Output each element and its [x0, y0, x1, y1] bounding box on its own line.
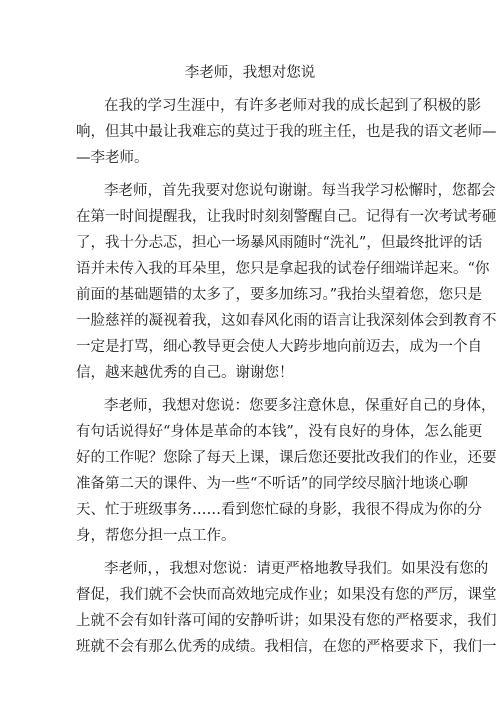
- text-line: 督促，我们就不会快而高效地完成作业；如果没有您的严厉，课堂: [76, 587, 497, 603]
- text-line: 语并未传入我的耳朵里，您只是拿起我的试卷仔细端详起来。“你: [76, 261, 490, 277]
- text-line: 天、忙于班级事务……看到您忙碌的身影，我很不得成为你的分: [76, 502, 482, 518]
- paragraph: [76, 93, 497, 171]
- text-line: 一定是打骂，细心教导更会使人大跨步地向前迈去，成为一个自: [76, 339, 482, 355]
- text-line: 在第一时间提醒我，让我时时刻刻警醒自己。记得有一次考试考砸: [76, 209, 497, 225]
- text-line: 李老师，我想对您说：您要多注意休息，保重好自己的身体，: [104, 398, 496, 414]
- text-line: 有句话说得好“身体是革命的本钱”，没有良好的身体，怎么能更: [76, 424, 483, 440]
- text-line: 班就不会有那么优秀的成绩。我相信，在您的严格要求下，我们一: [76, 639, 497, 655]
- paragraph: [76, 393, 497, 549]
- text-line: 响，但其中最让我难忘的莫过于我的班主任，也是我的语文老师—: [76, 124, 497, 140]
- text-line: 好的工作呢？您除了每天上课，课后您还要批改我们的作业，还要: [76, 450, 497, 466]
- text-line: 李老师，首先我要对您说句谢谢。每当我学习松懈时，您都会: [104, 183, 496, 199]
- text-line: 在我的学习生涯中，有许多老师对我的成长起到了积极的影: [104, 98, 481, 114]
- text-line: 准备第二天的课件、为一些“不听话”的同学绞尽脑汁地谈心聊: [76, 476, 468, 492]
- document-body: [76, 93, 497, 667]
- text-line: 信，越来越优秀的自己。谢谢您！: [76, 365, 294, 381]
- paragraph: [76, 556, 497, 660]
- paragraph: [76, 178, 497, 386]
- text-line: 李老师，，我想对您说：请更严格地教导我们。如果没有您的: [104, 561, 489, 577]
- text-line: 前面的基础题错的太多了，要多加练习。”我抬头望着您，您只是: [76, 287, 483, 303]
- text-line: 了，我十分忐忑，担心一场暴风雨随时“洗礼”，但最终批评的话: [76, 235, 483, 251]
- text-line: 上就不会有如针落可闻的安静听讲；如果没有您的严格要求，我们: [76, 613, 497, 629]
- text-line: 一脸慈祥的凝视着我，这如春风化雨的语言让我深刻体会到教育不: [76, 313, 497, 329]
- text-line: —李老师。: [76, 150, 149, 166]
- document-title: 李老师，我想对您说: [184, 65, 316, 81]
- text-line: 身，帮您分担一点工作。: [76, 528, 236, 544]
